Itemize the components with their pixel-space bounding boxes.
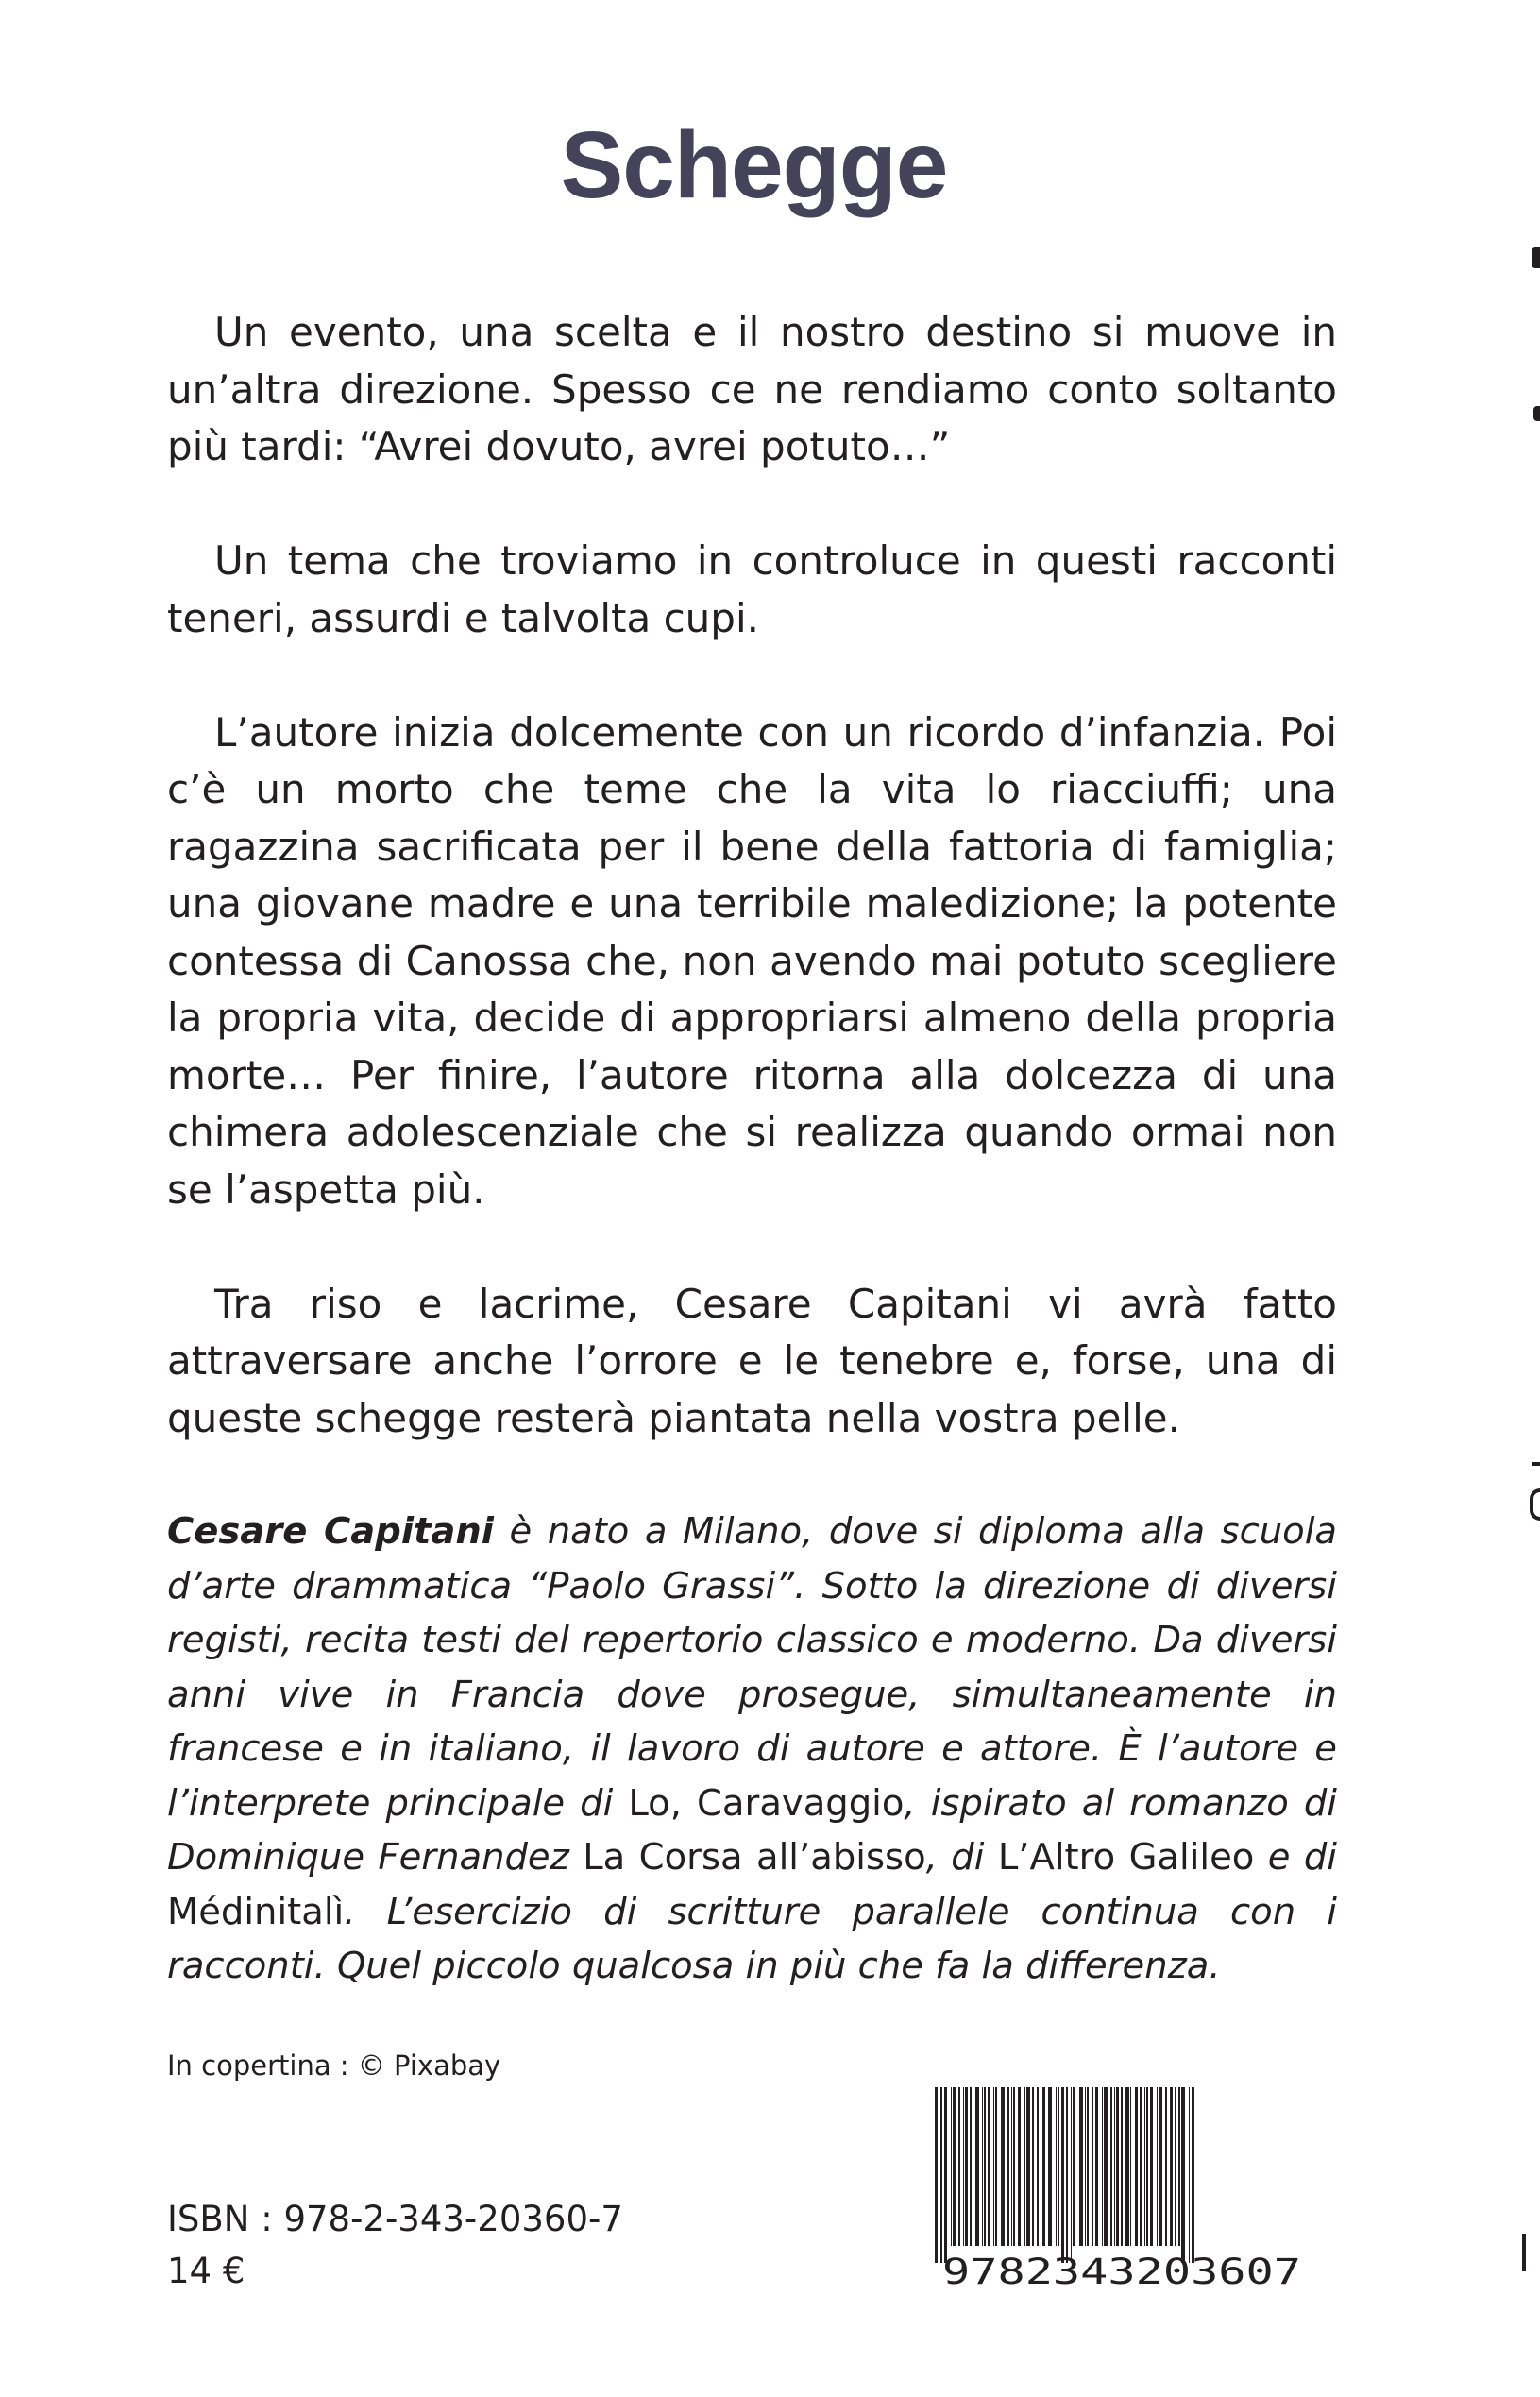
barcode-bar: [1146, 2087, 1148, 2246]
barcode-bar: [1048, 2087, 1052, 2246]
barcode-bar: [982, 2087, 983, 2246]
barcode-bar: [1135, 2087, 1138, 2246]
barcode-bar: [965, 2087, 968, 2246]
spine-mark-1: [1532, 247, 1540, 268]
blurb-paragraph-1: Un evento, una scelta e il nostro destino si muove in un’altra direzione. Spesso ce ne rendiamo conto soltanto più tardi: “Avrei dovuto, avrei potuto…”: [167, 309, 1337, 469]
barcode-bar: [1061, 2087, 1064, 2263]
barcode-bar: [1058, 2087, 1059, 2246]
barcode-bar: [1013, 2087, 1015, 2246]
barcode-bar: [951, 2087, 952, 2246]
barcode-bar: [1110, 2087, 1112, 2246]
barcode-bar: [1079, 2087, 1083, 2246]
barcode-bar: [1026, 2087, 1030, 2246]
cover-credit: In copertina : © Pixabay: [167, 2049, 501, 2082]
barcode-bar: [1125, 2087, 1129, 2246]
isbn-barcode: [925, 2087, 1318, 2290]
barcode-bar: [963, 2087, 964, 2246]
barcode-bar: [988, 2087, 990, 2246]
barcode-bar: [940, 2087, 942, 2263]
blurb: [167, 304, 1337, 1504]
bio-text-3: , di: [925, 1836, 998, 1878]
blurb-paragraph-2: Un tema che troviamo in controluce in questi racconti teneri, assurdi e talvolta cupi.: [167, 537, 1337, 641]
spine-mark-4: [1530, 1488, 1540, 1521]
barcode-digits: 9782343203607: [942, 2252, 1301, 2290]
barcode-bar: [1024, 2087, 1025, 2246]
spine-mark-3: [1532, 1462, 1540, 1466]
barcode-bar: [1104, 2087, 1108, 2246]
barcode-bar: [970, 2087, 972, 2246]
barcode-bar: [1066, 2087, 1068, 2263]
barcode-bar: [1073, 2087, 1075, 2246]
author-name: Cesare Capitani: [167, 1510, 495, 1553]
barcode-bars: [935, 2087, 1194, 2263]
spine-mark-2: [1533, 406, 1540, 421]
bio-text-1: è nato a Milano, dove si diploma alla scuola d’arte drammatica “Paolo Grassi”. Sotto la direzione di diversi registi, recita testi del repertorio classico e moderno. Da diversi anni vive in Francia dove prosegue, simultaneamente in francese e in italiano, il lavoro di autore e attore. È l’autore e l’interprete principale di: [167, 1510, 1338, 1825]
barcode-bar: [1011, 2087, 1012, 2246]
bio-text-2: , ispirato al romanzo di Dominique Fernandez: [167, 1781, 1337, 1878]
barcode-bar: [1175, 2087, 1176, 2246]
barcode-bar: [1042, 2087, 1045, 2246]
isbn-block: [167, 2193, 623, 2297]
work-title-lo-caravaggio: Lo, Caravaggio: [628, 1781, 905, 1825]
barcode-bar: [1095, 2087, 1098, 2246]
author-bio: [167, 1504, 1337, 1994]
barcode-bar: [1032, 2087, 1034, 2246]
bio-text-5: . L’esercizio di scritture parallele continua con i racconti. Quel piccolo qualcosa in più che fa la differenza.: [167, 1890, 1337, 1987]
barcode-bar: [993, 2087, 994, 2246]
barcode-bar: [984, 2087, 986, 2246]
barcode-bar: [1092, 2087, 1093, 2246]
barcode-bar: [1114, 2087, 1115, 2246]
work-title-altro-galileo: L’Altro Galileo: [997, 1836, 1255, 1878]
barcode-bar: [1085, 2087, 1086, 2246]
barcode-bar: [1181, 2087, 1185, 2263]
barcode-bar: [1192, 2087, 1194, 2263]
barcode-bar: [944, 2087, 947, 2263]
barcode-bar: [958, 2087, 960, 2246]
barcode-bar: [1116, 2087, 1119, 2246]
barcode-bar: [975, 2087, 979, 2246]
barcode-bar: [1140, 2087, 1142, 2246]
barcode-bar: [1071, 2087, 1072, 2263]
spine-mark-5: [1522, 2234, 1540, 2271]
bio-text-4: e di: [1254, 1836, 1337, 1878]
barcode-bar: [1150, 2087, 1153, 2246]
barcode-bar: [1170, 2087, 1173, 2246]
barcode-bar: [1159, 2087, 1162, 2246]
barcode-bar: [1087, 2087, 1089, 2246]
barcode-bar: [1007, 2087, 1009, 2246]
work-title-la-corsa: La Corsa all’abisso: [583, 1836, 926, 1878]
work-title-medinitali: Médinitalì: [167, 1890, 345, 1933]
barcode-bar: [1037, 2087, 1039, 2246]
barcode-bar: [953, 2087, 956, 2246]
barcode-bar: [1157, 2087, 1158, 2246]
barcode-bar: [935, 2087, 938, 2263]
barcode-bar: [1001, 2087, 1005, 2246]
barcode-bar: [1178, 2087, 1180, 2246]
barcode-bar: [1121, 2087, 1123, 2246]
barcode-bar: [1130, 2087, 1131, 2246]
barcode-bar: [1018, 2087, 1021, 2246]
price: 14 €: [167, 2251, 245, 2291]
barcode-bar: [1144, 2087, 1145, 2246]
barcode-bar: [1056, 2087, 1057, 2246]
barcode-bar: [1102, 2087, 1103, 2246]
barcode-bar: [995, 2087, 997, 2246]
blurb-paragraph-3: L’autore inizia dolcemente con un ricordo d’infanzia. Poi c’è un morto che teme che la vita lo riacciuffi; una ragazzina sacrificata per il bene della fattoria di famiglia; una giovane madre e una terribile maledizione; la potente contessa di Canossa che, non avendo mai potuto scegliere la propria vita, decide di appropriarsi almeno della propria morte… Per finire, l’autore ritorna alla dolcezza di una chimera adolescenziale che si realizza quando ormai non se l’aspetta più.: [167, 708, 1337, 1213]
barcode-bar: [1165, 2087, 1167, 2246]
barcode-bar: [1189, 2087, 1190, 2263]
book-title: Schegge: [560, 112, 948, 218]
isbn-number: ISBN : 978-2-343-20360-7: [167, 2199, 623, 2239]
blurb-paragraph-4: Tra riso e lacrime, Cesare Capitani vi avrà fatto attraversare anche l’orrore e le tenebre e, forse, una di queste schegge resterà piantata nella vostra pelle.: [167, 1280, 1337, 1441]
